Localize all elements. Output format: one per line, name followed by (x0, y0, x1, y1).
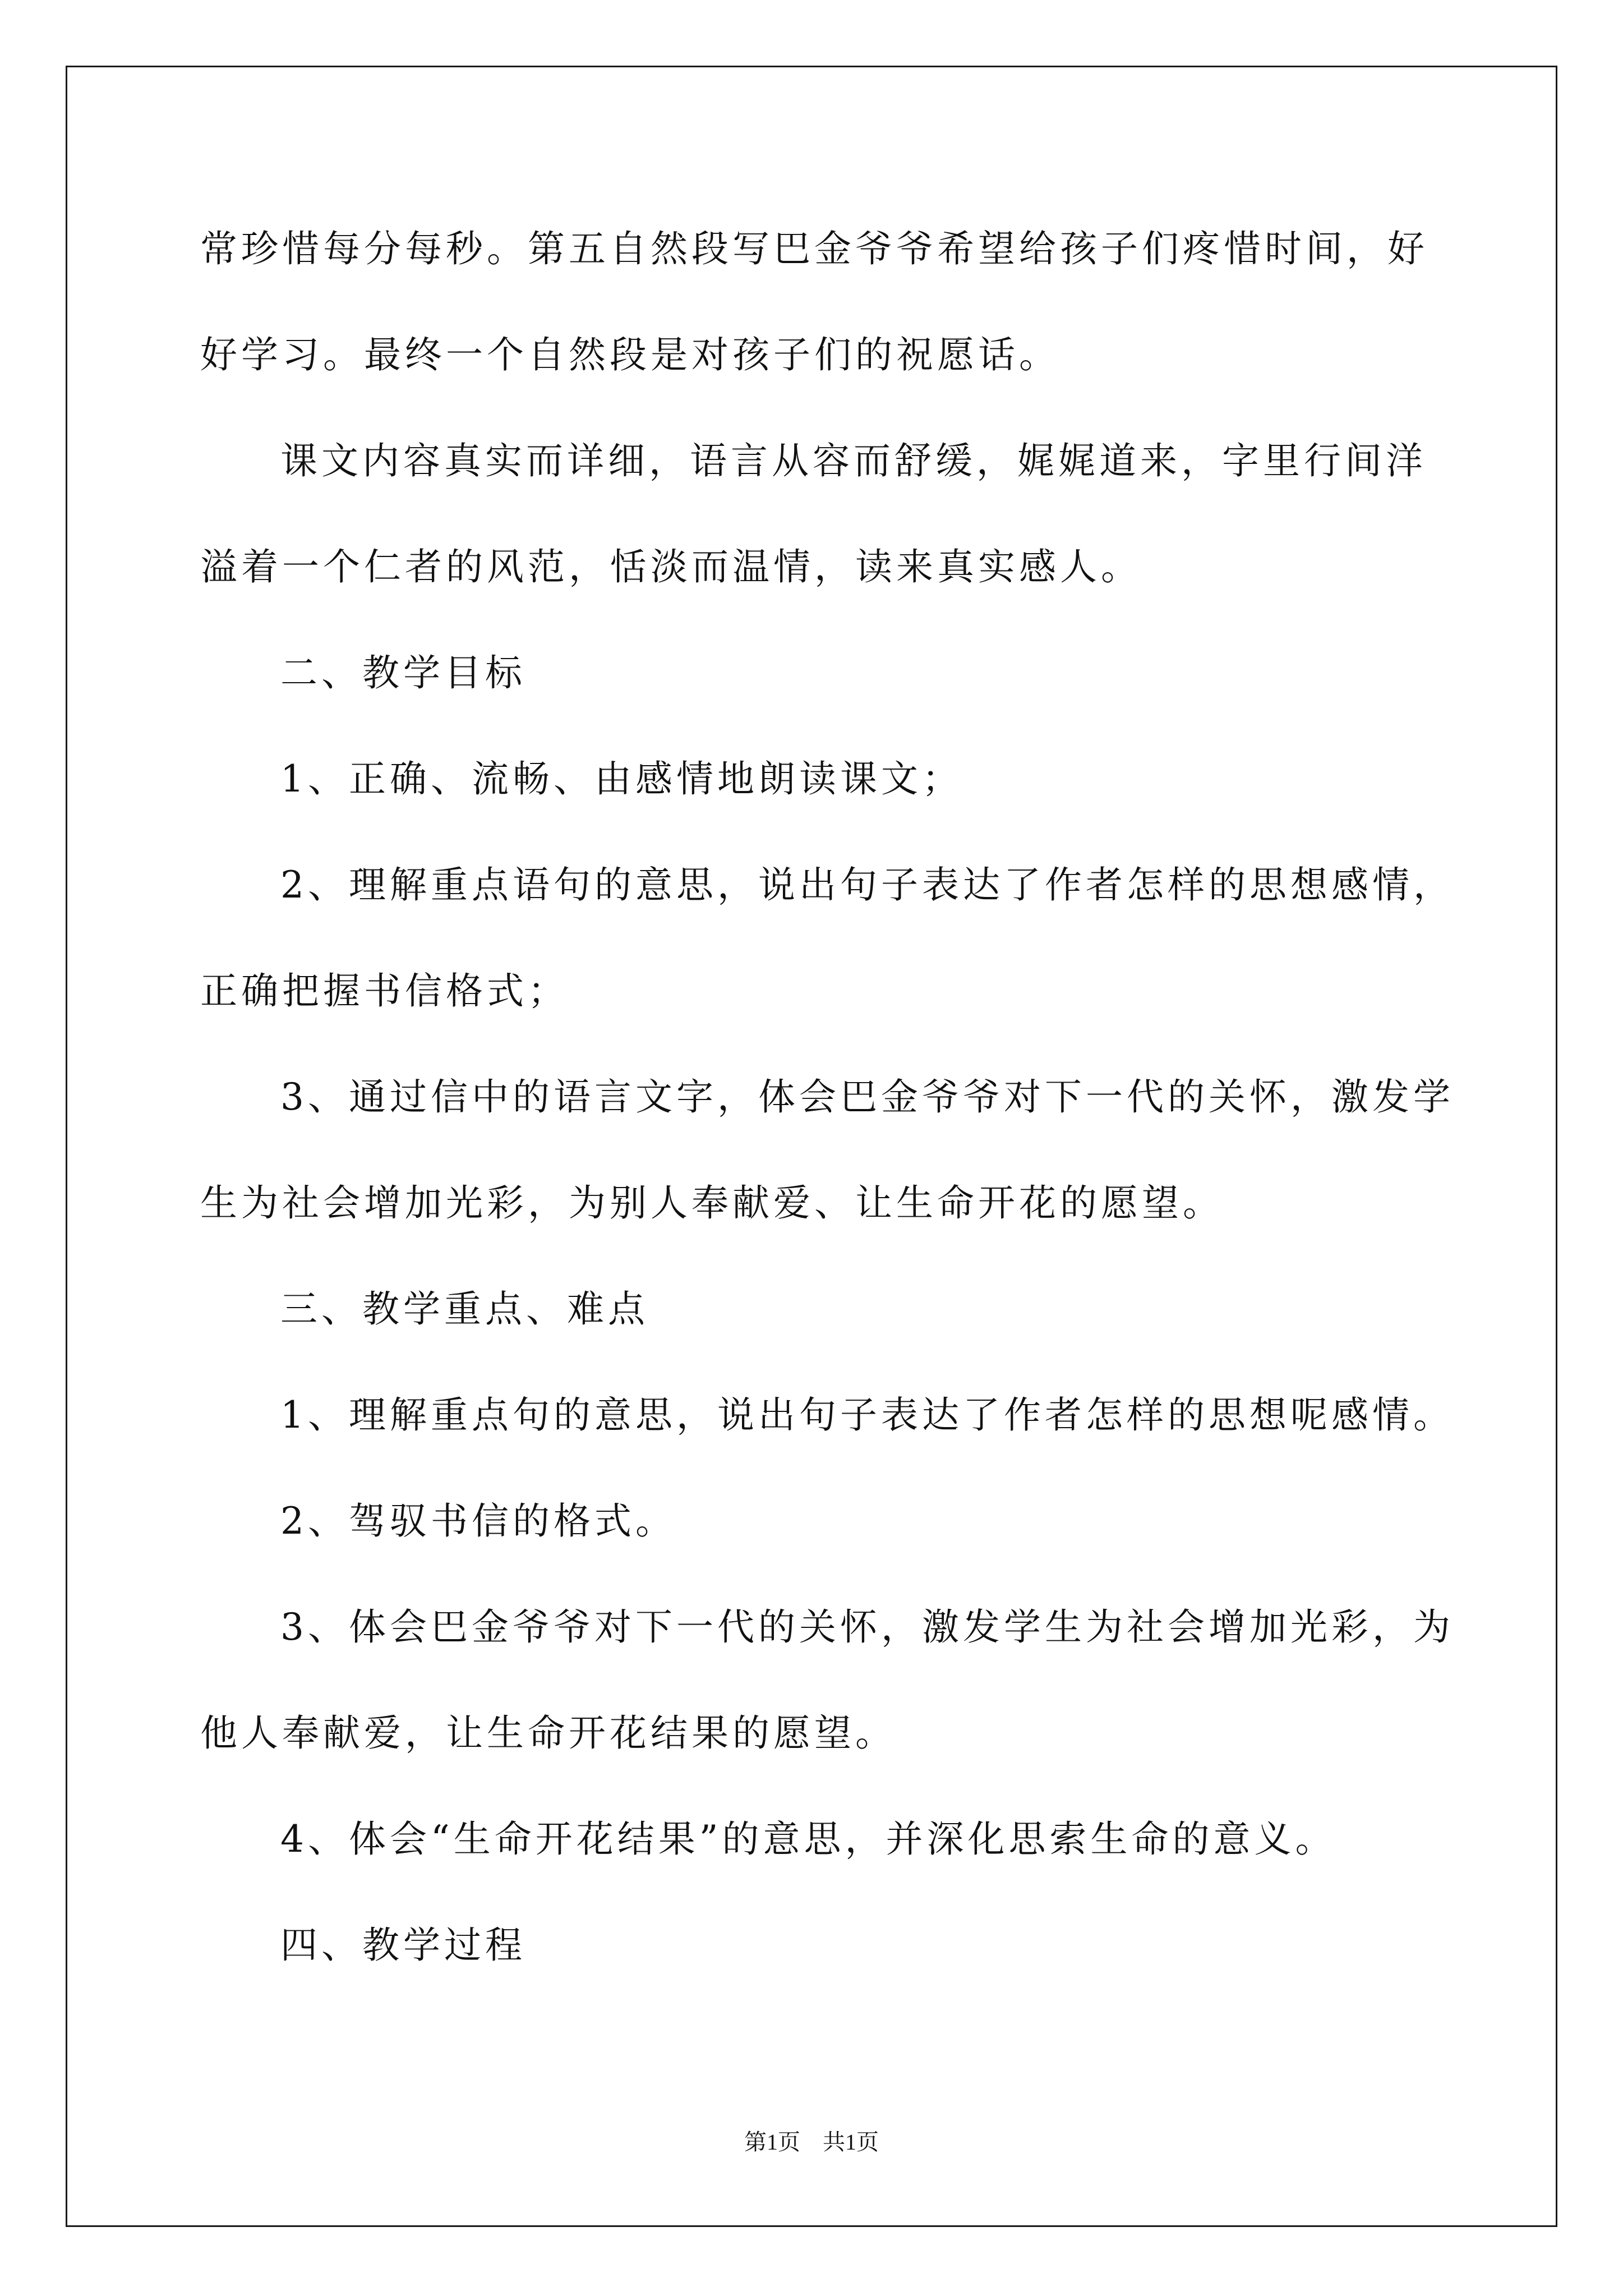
paragraph-continuation (200, 196, 1535, 408)
page-number-footer: 第1页 共1页 (744, 2129, 879, 2155)
key-point-item-4 (200, 1786, 1535, 1892)
text-line: 4、体会“生命开花结果”的意思，并深化思索生命的意义。 (280, 1818, 1336, 1861)
text-line: 生为社会增加光彩，为别人奉献爱、让生命开花的愿望。 (200, 1181, 1224, 1225)
text-line: 3、体会巴金爷爷对下一代的关怀，激发学生为社会增加光彩，为 (280, 1605, 1454, 1649)
text-line: 好学习。最终一个自然段是对孩子们的祝愿话。 (200, 333, 1060, 376)
text-line: 3、通过信中的语言文字，体会巴金爷爷对下一代的关怀，激发学 (280, 1075, 1454, 1119)
heading-line: 四、教学过程 (280, 1924, 526, 1967)
text-line: 2、理解重点语句的意思，说出句子表达了作者怎样的思想感情， (280, 863, 1454, 907)
section-heading-process (200, 1892, 1535, 1998)
key-point-item-1 (200, 1362, 1535, 1468)
heading-line: 三、教学重点、难点 (280, 1287, 649, 1331)
text-line: 常珍惜每分每秒。第五自然段写巴金爷爷希望给孩子们疼惜时间，好 (200, 227, 1428, 270)
section-heading-key-points (200, 1256, 1535, 1362)
text-line: 1、理解重点句的意思，说出句子表达了作者怎样的思想呢感情。 (280, 1393, 1454, 1437)
heading-line: 二、教学目标 (280, 651, 526, 694)
key-point-item-2 (200, 1468, 1535, 1574)
text-line: 溢着一个仁者的风范，恬淡而温情，读来真实感人。 (200, 545, 1142, 588)
section-heading-goals (200, 620, 1535, 726)
body-text (200, 196, 1535, 1998)
goal-item-1 (200, 726, 1535, 832)
text-line: 1、正确、流畅、由感情地朗读课文； (280, 757, 963, 800)
key-point-item-3 (200, 1574, 1535, 1786)
goal-item-2 (200, 832, 1535, 1044)
paragraph-text-analysis (200, 408, 1535, 620)
text-line: 他人奉献爱，让生命开花结果的愿望。 (200, 1711, 896, 1755)
text-line: 2、驾驭书信的格式。 (280, 1499, 676, 1543)
goal-item-3 (200, 1044, 1535, 1256)
text-line: 课文内容真实而详细，语言从容而舒缓，娓娓道来，字里行间洋 (280, 439, 1427, 482)
text-line: 正确把握书信格式； (200, 969, 569, 1013)
